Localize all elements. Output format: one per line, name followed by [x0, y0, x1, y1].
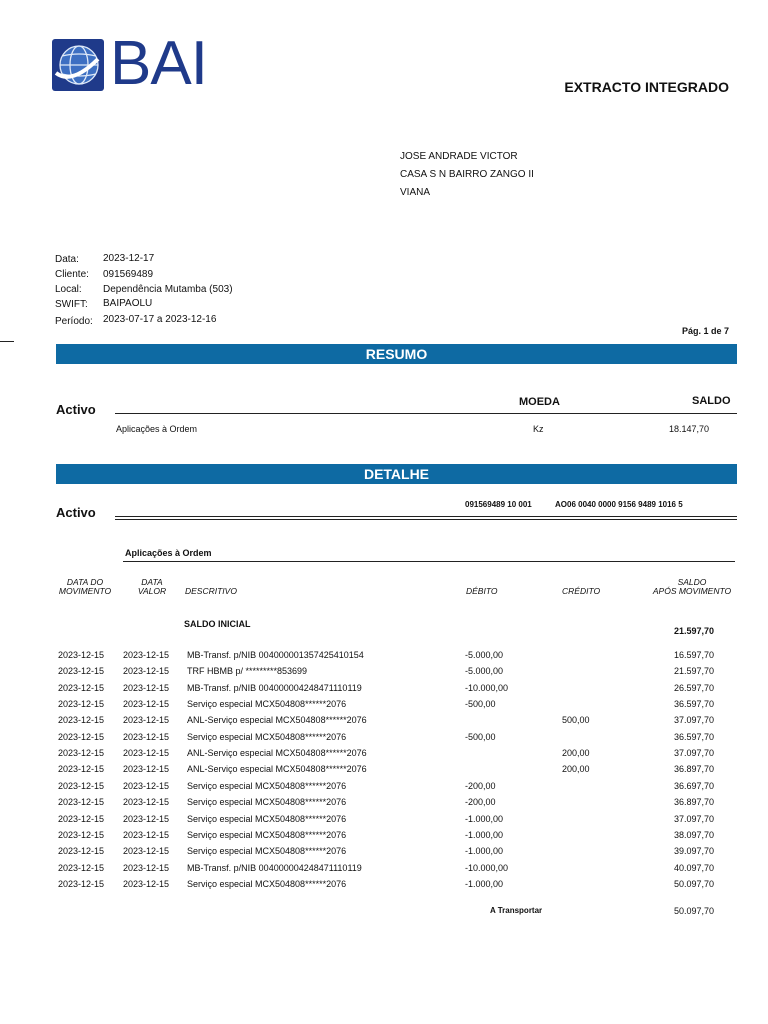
row-date-valor: 2023-12-15 — [123, 846, 170, 857]
cliente-value: 091569489 — [103, 269, 154, 280]
row-date-valor: 2023-12-15 — [123, 829, 170, 840]
local-label: Local: — [55, 284, 82, 295]
row-date-valor: 2023-12-15 — [123, 731, 170, 742]
moeda-header: MOEDA — [519, 396, 560, 408]
row-descritivo: Serviço especial MCX504808******2076 — [187, 878, 347, 889]
swift-label: SWIFT: — [55, 299, 88, 310]
detalhe-rule-top — [115, 516, 737, 517]
row-descritivo: Serviço especial MCX504808******2076 — [187, 797, 347, 808]
row-saldo: 40.097,70 — [673, 862, 714, 873]
col-descritivo: DESCRITIVO — [185, 586, 237, 596]
transportar-label: A Transportar — [490, 906, 543, 915]
table-row — [0, 715, 768, 731]
saldo-inicial-value: 21.597,70 — [673, 626, 714, 636]
saldo-header: SALDO — [692, 395, 731, 407]
row-debito: -1.000,00 — [465, 829, 504, 840]
row-date-movimento: 2023-12-15 — [58, 846, 105, 857]
table-row — [0, 699, 768, 715]
row-date-movimento: 2023-12-15 — [58, 666, 105, 677]
row-date-valor: 2023-12-15 — [123, 699, 170, 710]
row-saldo: 36.597,70 — [673, 699, 714, 710]
row-descritivo: Serviço especial MCX504808******2076 — [187, 731, 347, 742]
row-debito: -1.000,00 — [465, 813, 504, 824]
row-credito: 200,00 — [562, 748, 590, 759]
row-descritivo: MB-Transf. p/NIB 004000004248471110119 — [187, 862, 362, 873]
detalhe-banner: DETALHE — [56, 464, 737, 484]
table-row — [0, 764, 768, 780]
row-saldo: 36.597,70 — [673, 731, 714, 742]
row-saldo: 37.097,70 — [673, 715, 714, 726]
row-date-movimento: 2023-12-15 — [58, 813, 105, 824]
detalhe-section-label: Activo — [56, 505, 96, 520]
row-credito: 500,00 — [562, 715, 590, 726]
periodo-value: 2023-07-17 a 2023-12-16 — [103, 314, 217, 325]
row-date-valor: 2023-12-15 — [123, 813, 170, 824]
row-descritivo: Serviço especial MCX504808******2076 — [187, 780, 347, 791]
row-saldo: 38.097,70 — [673, 829, 714, 840]
row-debito: -10.000,00 — [465, 862, 509, 873]
row-debito: -1.000,00 — [465, 878, 504, 889]
address-street: CASA S N BAIRRO ZANGO II — [400, 169, 534, 180]
row-descritivo: Serviço especial MCX504808******2076 — [187, 829, 347, 840]
cliente-label: Cliente: — [55, 269, 89, 280]
data-value: 2023-12-17 — [103, 253, 155, 264]
row-date-movimento: 2023-12-15 — [58, 829, 105, 840]
address-city: VIANA — [400, 187, 431, 198]
margin-mark — [0, 341, 14, 342]
resumo-row-saldo: 18.147,70 — [668, 424, 709, 434]
detalhe-rule-bottom — [115, 519, 737, 520]
col-data-valor: DATA VALOR — [137, 577, 167, 596]
row-debito: -500,00 — [465, 699, 496, 710]
row-saldo: 39.097,70 — [673, 846, 714, 857]
saldo-inicial-label: SALDO INICIAL — [184, 619, 251, 629]
row-saldo: 36.897,70 — [673, 797, 714, 808]
row-saldo: 36.697,70 — [673, 780, 714, 791]
table-row — [0, 683, 768, 699]
row-saldo: 36.897,70 — [673, 764, 714, 775]
row-date-valor: 2023-12-15 — [123, 650, 170, 660]
table-row — [0, 830, 768, 846]
row-date-valor: 2023-12-15 — [123, 748, 170, 759]
row-debito: -1.000,00 — [465, 846, 504, 857]
table-row — [0, 666, 768, 682]
row-date-valor: 2023-12-15 — [123, 862, 170, 873]
row-descritivo: ANL-Serviço especial MCX504808******2076 — [187, 715, 367, 726]
row-date-movimento: 2023-12-15 — [58, 650, 105, 660]
table-row — [0, 650, 768, 666]
row-descritivo: ANL-Serviço especial MCX504808******2076 — [187, 764, 367, 775]
table-row — [0, 814, 768, 830]
data-label: Data: — [55, 254, 79, 265]
row-date-movimento: 2023-12-15 — [58, 682, 105, 693]
row-date-movimento: 2023-12-15 — [58, 748, 105, 759]
row-date-valor: 2023-12-15 — [123, 797, 170, 808]
row-saldo: 50.097,70 — [673, 878, 714, 889]
resumo-row-label: Aplicações à Ordem — [116, 424, 198, 434]
iban: AO06 0040 0000 9156 9489 1016 5 — [555, 500, 683, 509]
table-row — [0, 879, 768, 895]
row-descritivo: TRF HBMB p/ *********853699 — [187, 666, 308, 677]
row-date-movimento: 2023-12-15 — [58, 715, 105, 726]
logo-text: BAI — [110, 29, 207, 98]
row-debito: -10.000,00 — [465, 682, 509, 693]
row-date-movimento: 2023-12-15 — [58, 731, 105, 742]
row-descritivo: MB-Transf. p/NIB 004000001357425410154 — [187, 650, 364, 660]
row-date-valor: 2023-12-15 — [123, 878, 170, 889]
row-descritivo: Serviço especial MCX504808******2076 — [187, 699, 347, 710]
row-date-movimento: 2023-12-15 — [58, 797, 105, 808]
row-date-movimento: 2023-12-15 — [58, 780, 105, 791]
resumo-section-label: Activo — [56, 402, 96, 417]
table-row — [0, 797, 768, 813]
table-row — [0, 863, 768, 879]
col-saldo-apos: SALDO APÓS MOVIMENTO — [652, 577, 732, 596]
address-name: JOSE ANDRADE VICTOR — [400, 151, 518, 162]
row-saldo: 37.097,70 — [673, 813, 714, 824]
table-row — [0, 748, 768, 764]
row-credito: 200,00 — [562, 764, 590, 775]
col-debito: DÉBITO — [466, 586, 498, 596]
resumo-rule — [115, 413, 737, 414]
row-date-movimento: 2023-12-15 — [58, 699, 105, 710]
swift-value: BAIPAOLU — [103, 298, 153, 309]
row-date-valor: 2023-12-15 — [123, 666, 170, 677]
account-number: 091569489 10 001 — [465, 500, 532, 509]
row-saldo: 16.597,70 — [673, 650, 714, 660]
row-date-movimento: 2023-12-15 — [58, 862, 105, 873]
row-descritivo: ANL-Serviço especial MCX504808******2076 — [187, 748, 367, 759]
document-title: EXTRACTO INTEGRADO — [564, 79, 729, 95]
row-date-valor: 2023-12-15 — [123, 764, 170, 775]
row-saldo: 26.597,70 — [673, 682, 714, 693]
row-date-valor: 2023-12-15 — [123, 780, 170, 791]
table-row — [0, 781, 768, 797]
row-debito: -200,00 — [465, 780, 496, 791]
row-debito: -500,00 — [465, 731, 496, 742]
table-row — [0, 846, 768, 862]
row-saldo: 37.097,70 — [673, 748, 714, 759]
row-descritivo: MB-Transf. p/NIB 004000004248471110119 — [187, 682, 362, 693]
row-descritivo: Serviço especial MCX504808******2076 — [187, 813, 347, 824]
row-date-movimento: 2023-12-15 — [58, 878, 105, 889]
subsection-title: Aplicações à Ordem — [125, 548, 212, 558]
resumo-row-moeda: Kz — [533, 424, 544, 434]
row-descritivo: Serviço especial MCX504808******2076 — [187, 846, 347, 857]
row-saldo: 21.597,70 — [673, 666, 714, 677]
row-debito: -200,00 — [465, 797, 496, 808]
resumo-banner: RESUMO — [56, 344, 737, 364]
col-credito: CRÉDITO — [562, 586, 601, 596]
page-number: Pág. 1 de 7 — [681, 326, 729, 336]
periodo-label: Período: — [55, 316, 93, 327]
row-debito: -5.000,00 — [465, 650, 504, 660]
col-data-movimento: DATA DO MOVIMENTO — [58, 577, 112, 596]
table-row — [0, 732, 768, 748]
transportar-value: 50.097,70 — [673, 906, 714, 916]
subsection-rule — [123, 561, 735, 562]
row-date-valor: 2023-12-15 — [123, 715, 170, 726]
local-value: Dependência Mutamba (503) — [103, 284, 233, 295]
row-date-valor: 2023-12-15 — [123, 682, 170, 693]
row-date-movimento: 2023-12-15 — [58, 764, 105, 775]
row-debito: -5.000,00 — [465, 666, 504, 677]
